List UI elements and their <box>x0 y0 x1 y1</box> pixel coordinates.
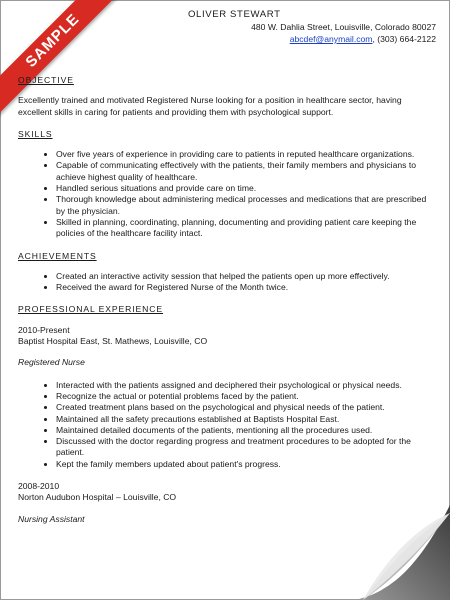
sample-ribbon-label: SAMPLE <box>0 0 129 117</box>
list-item: • Maintained all the safety precautions established at Baptists Hospital East. <box>56 414 430 425</box>
list-item: • Received the award for Registered Nurse of the Month twice. <box>56 282 430 293</box>
contact-block <box>251 9 436 45</box>
address: 480 W. Dahlia Street, Louisville, Colorado 80027 <box>251 22 436 32</box>
job-period: 2010-Present <box>18 324 70 335</box>
experience-title: PROFESSIONAL EXPERIENCE <box>18 304 164 315</box>
list-item: • Handled serious situations and provide care on time. <box>56 183 430 194</box>
phone: , (303) 664-2122 <box>372 34 436 44</box>
objective-title: OBJECTIVE <box>18 75 74 85</box>
list-item: • Created treatment plans based on the psychological and physical needs of the patient. <box>56 402 430 413</box>
achievements-list <box>18 271 430 294</box>
job-role: Nursing Assistant <box>18 513 85 524</box>
list-item: • Interacted with the patients assigned and deciphered their psychological or physical needs. <box>56 380 430 391</box>
candidate-name: OLIVER STEWART <box>188 9 281 20</box>
job-duties-list <box>18 380 430 470</box>
objective-text: Excellently trained and motivated Registered Nurse looking for a position in healthcare sector, having excellent skills in caring for patients and providing them with psychological support. <box>18 95 402 117</box>
job-employer: Norton Audubon Hospital – Louisville, CO <box>18 492 177 503</box>
list-item: • Discussed with the doctor regarding progress and treatment procedures to be adopted for the patient. <box>56 436 430 459</box>
list-item: • Created an interactive activity session that helped the patients open up more effectively. <box>56 271 430 282</box>
resume-body <box>18 75 430 536</box>
achievements-title: ACHIEVEMENTS <box>18 250 97 261</box>
contact-line <box>251 33 436 45</box>
list-item: • Recognize the actual or potential problems faced by the patient. <box>56 391 430 402</box>
list-item: • Skilled in planning, coordinating, planning, documenting and providing patient care keeping the policies of the healthcare facility intact. <box>56 217 430 240</box>
list-item: • Thorough knowledge about administering medical processes and medications that are prescribed by the physician. <box>56 194 430 217</box>
job-period: 2008-2010 <box>18 481 60 492</box>
page-curl-icon <box>355 505 450 600</box>
job-role: Registered Nurse <box>18 357 85 368</box>
list-item: • Over five years of experience in providing care to patients in reputed healthcare organizations. <box>56 149 430 160</box>
job-employer: Baptist Hospital East, St. Mathews, Louisville, CO <box>18 336 208 347</box>
skills-list <box>18 149 430 239</box>
skills-title: SKILLS <box>18 128 53 139</box>
list-item: • Kept the family members updated about patient's progress. <box>56 459 430 470</box>
email-link[interactable]: abcdef@anymail.com <box>289 34 373 44</box>
list-item: • Maintained detailed documents of the patients, mentioning all the procedures used. <box>56 425 430 436</box>
list-item: • Capable of communicating effectively with the patients, their family members and physicians to achieve highest quality of healthcare. <box>56 160 430 183</box>
